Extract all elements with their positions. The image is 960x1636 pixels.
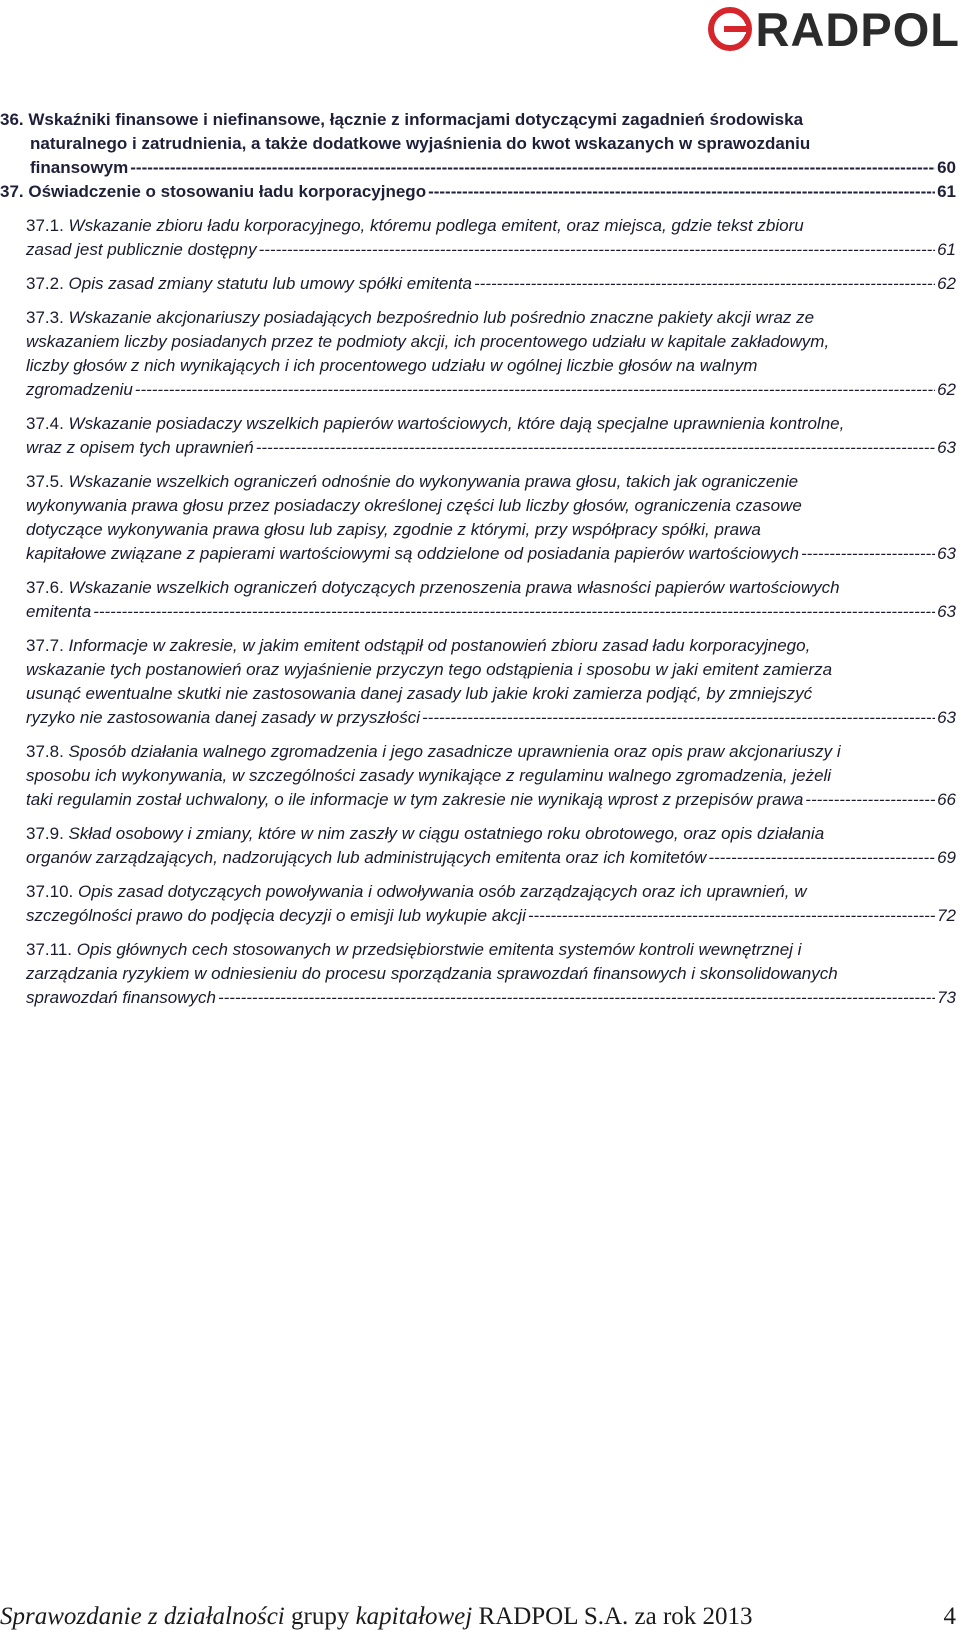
footer-italic-part: Sprawozdanie z działalności [0,1603,285,1630]
dot-leader [805,788,935,812]
dot-leader [708,846,935,870]
toc-title-line: kapitałowe związane z papierami wartościowymi są oddzielone od posiadania papierów wartościowych [26,544,799,563]
toc-title-line: emitenta [26,602,92,621]
toc-title-line: Wskazanie posiadaczy wszelkich papierów wartościowych, które dają specjalne uprawnienia kontrolne, [68,414,845,433]
toc-title-line: Opis zasad zmiany statutu lub umowy spółki emitenta [68,274,473,293]
toc-page-number: 73 [937,988,956,1007]
toc-number: 37.8. [26,742,64,761]
toc-title-line: finansowym [30,158,129,177]
toc-title-line: sprawozdań finansowych [26,988,216,1007]
footer-plain-part: grupy [291,1603,350,1630]
toc-number: 37.6. [26,578,64,597]
toc-title-line: zarządzania ryzykiem w odniesieniu do procesu sporządzania sprawozdań finansowych i skonsolidowanych [26,964,838,983]
toc-title-line: Sposób działania walnego zgromadzenia i jego zasadnicze uprawnienia oraz opis praw akcjonariuszy i [68,742,841,761]
toc-entry-36[interactable] [0,108,956,180]
toc-title-line: zasad jest publicznie dostępny [26,240,257,259]
toc-title-line: dotyczące wykonywania prawa głosu lub zapisy, zgodnie z którymi, przy współpracy spółki, prawa [26,520,761,539]
toc-title-line: Oświadczenie o stosowaniu ładu korporacyjnego [28,182,427,201]
toc-number: 37.2. [26,274,64,293]
toc-title-line: organów zarządzających, nadzorujących lub administrujących emitenta oraz ich komitetów [26,848,707,867]
footer-page-number: 4 [943,1603,956,1630]
dot-leader [93,600,935,624]
radpol-logo-icon [708,7,752,51]
toc-title-line: liczby głosów z nich wynikających i ich procentowego udziału w ogólnej liczbie głosów na walnym [26,356,758,375]
toc-title-line: usunąć ewentualne skutki nie zastosowania danej zasady lub jakie kroki zamierza podjąć, by zmniejszyć [26,684,813,703]
toc-title-line: Wskazanie wszelkich ograniczeń odnośnie do wykonywania prawa głosu, takich jak ograniczenie [68,472,799,491]
toc-page-number: 69 [937,848,956,867]
toc-page-number: 61 [937,240,956,259]
toc-page-number: 61 [937,182,956,201]
dot-leader [474,272,935,296]
toc-title-line: naturalnego i zatrudnienia, a także dodatkowe wyjaśnienia do kwot wskazanych w sprawozdaniu [30,134,811,153]
toc-page-number: 63 [937,708,956,727]
toc-number: 37.1. [26,216,64,235]
toc-title-line: Wskaźniki finansowe i niefinansowe, łącznie z informacjami dotyczącymi zagadnień środowiska [28,110,804,129]
dot-leader [259,238,935,262]
dot-leader [428,180,935,204]
toc-title-line: Wskazanie wszelkich ograniczeń dotyczących przenoszenia prawa własności papierów wartościowych [68,578,840,597]
toc-entry-37-7[interactable] [0,634,956,730]
dot-leader [422,706,935,730]
toc-page-number: 62 [937,380,956,399]
dot-leader [218,986,935,1010]
toc-title-line: Opis głównych cech stosowanych w przedsiębiorstwie emitenta systemów kontroli wewnętrznej i [76,940,802,959]
toc-title-line: Wskazanie akcjonariuszy posiadających bezpośrednio lub pośrednio znaczne pakiety akcji wraz ze [68,308,815,327]
footer-text [0,1603,753,1631]
toc-title-line: wskazanie tych postanowień oraz wyjaśnienie przyczyn tego odstąpienia i sposobu w jaki emitent zamierza [26,660,833,679]
toc-title-line: wykonywania prawa głosu przez posiadaczy określonej części lub liczby głosów, ograniczenia czasowe [26,496,802,515]
toc-page-number: 66 [937,790,956,809]
toc-number: 37.10. [26,882,74,901]
toc-title-line: Opis zasad dotyczących powoływania i odwoływania osób zarządzających oraz ich uprawnień, w [78,882,807,901]
toc-number: 37.9. [26,824,64,843]
toc-entry-37-8[interactable] [0,740,956,812]
toc-entry-37-6[interactable] [0,576,956,624]
toc-title-line: sposobu ich wykonywania, w szczególności zasady wynikające z regulaminu walnego zgromadzenia, jeżeli [26,766,832,785]
toc-number: 37. [0,182,24,201]
dot-leader [528,904,935,928]
toc-page-number: 60 [937,158,956,177]
toc-title-line: Skład osobowy i zmiany, które w nim zaszły w ciągu ostatniego roku obrotowego, oraz opis działania [68,824,825,843]
logo-text: RADPOL [755,2,960,56]
dot-leader [801,542,935,566]
toc-title-line: Informacje w zakresie, w jakim emitent odstąpił od postanowień zbioru zasad ładu korporacyjnego, [68,636,811,655]
toc-entry-37-5[interactable] [0,470,956,566]
toc-title-line: ryzyko nie zastosowania danej zasady w przyszłości [26,708,421,727]
footer-plain-part: RADPOL S.A. za rok 2013 [478,1603,753,1630]
table-of-contents [0,108,956,1010]
toc-entry-37-9[interactable] [0,822,956,870]
toc-title-line: zgromadzeniu [26,380,133,399]
toc-entry-37[interactable] [0,180,956,204]
toc-entry-37-10[interactable] [0,880,956,928]
toc-number: 37.5. [26,472,64,491]
toc-entry-37-3[interactable] [0,306,956,402]
toc-title-line: wraz z opisem tych uprawnień [26,438,254,457]
toc-page-number: 63 [937,602,956,621]
dot-leader [135,378,935,402]
toc-title-line: wskazaniem liczby posiadanych przez te podmioty akcji, ich procentowego udziału w kapitale zakładowym, [26,332,830,351]
toc-title-line: taki regulamin został uchwalony, o ile informacje w tym zakresie nie wynikają wprost z przepisów prawa [26,790,804,809]
toc-number: 37.4. [26,414,64,433]
toc-page-number: 62 [937,274,956,293]
toc-number: 36. [0,110,24,129]
toc-number: 37.7. [26,636,64,655]
toc-page-number: 72 [937,906,956,925]
toc-title-line: szczególności prawo do podjęcia decyzji o emisji lub wykupie akcji [26,906,526,925]
toc-number: 37.11. [26,940,73,959]
dot-leader [130,156,935,180]
toc-page-number: 63 [937,438,956,457]
toc-entry-37-2[interactable] [0,272,956,296]
company-logo [708,4,960,54]
page-footer [0,1603,960,1633]
toc-title-line: Wskazanie zbioru ładu korporacyjnego, któremu podlega emitent, oraz miejsca, gdzie tekst zbioru [68,216,804,235]
dot-leader [256,436,935,460]
footer-italic-part: kapitałowej [355,1603,473,1630]
toc-entry-37-4[interactable] [0,412,956,460]
toc-number: 37.3. [26,308,64,327]
toc-entry-37-1[interactable] [0,214,956,262]
toc-entry-37-11[interactable] [0,938,956,1010]
toc-page-number: 63 [937,544,956,563]
